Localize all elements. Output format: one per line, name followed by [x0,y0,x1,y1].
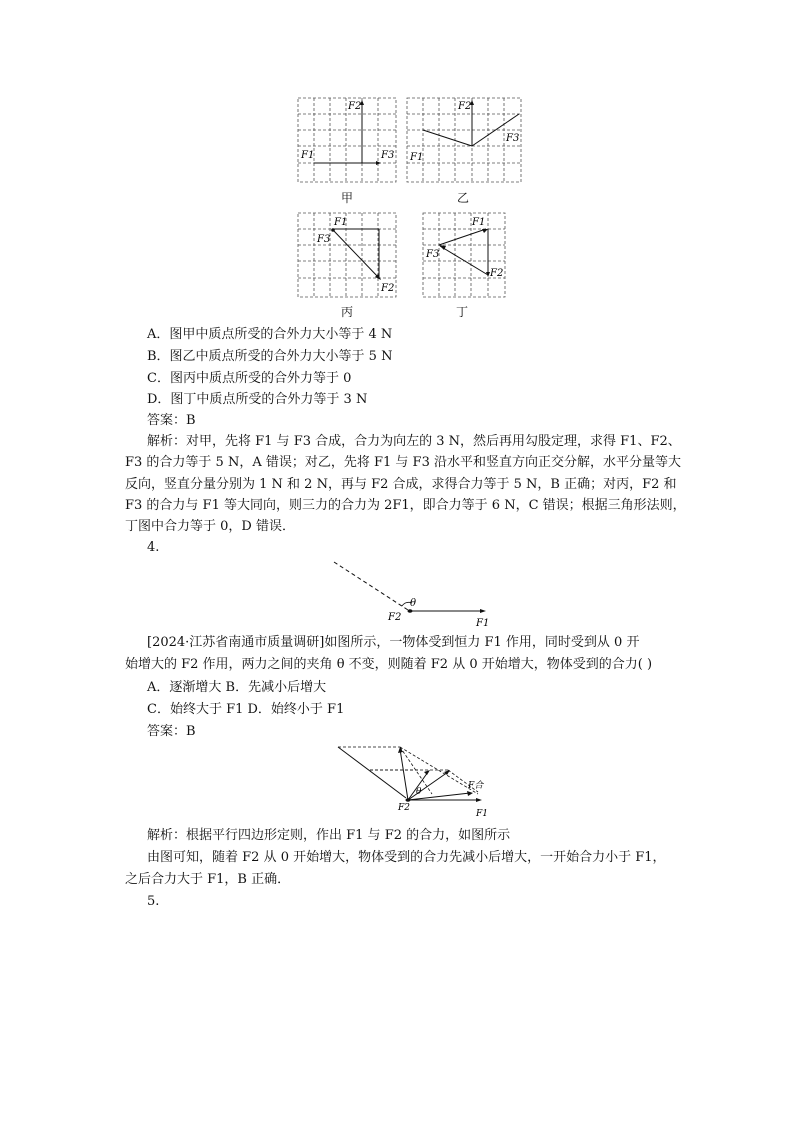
vector-f1 [439,229,486,245]
caption-ding: 丁 [455,305,468,319]
q3-analysis-line-4: F3 的合力与 F1 等大同向，则三力的合力为 2F1，即合力等于 6 N，C 错误；根据三角形法则， [125,498,686,513]
q4-option-cd: C．始终大于 F1 D．始终小于 F1 [147,702,345,717]
vector-f2 [333,230,379,278]
label-f3: F3 [426,249,440,260]
label-f3: F3 [317,234,331,245]
label-f2: F2 [398,803,410,813]
q4-number: 4. [147,540,160,555]
figure-jia [297,97,397,183]
answer-parallelogram-figure [330,744,500,822]
q4-stem-line-1: [2024·江苏省南通市质量调研]如图所示，一物体受到恒力 F1 作用，同时受到从 0 开 [147,635,640,650]
label-f2: F2 [458,101,472,112]
label-f1: F1 [472,217,486,228]
figure-bing [297,212,397,298]
q3-answer: 答案：B [147,413,196,428]
label-theta: θ [410,598,417,609]
label-f1: F1 [334,217,348,228]
q3-analysis-line-5: 丁图中合力等于 0，D 错误． [125,519,295,534]
q3-analysis-line-1: 解析：对甲，先将 F1 与 F3 合成，合力为向左的 3 N，然后再用勾股定理，求得 F1、F2、 [147,434,681,449]
q3-analysis-line-2: F3 的合力等于 5 N，A 错误；对乙，先将 F1 与 F3 沿水平和竖直方向正交分解，水平分量等大 [125,455,681,470]
q5-number: 5. [147,894,160,909]
label-theta: θ [416,787,422,797]
label-f1: F1 [476,809,488,819]
label-f3: F3 [381,150,395,161]
label-f-resultant: F合 [468,781,484,791]
q4-analysis-line-2: 由图可知，随着 F2 从 0 开始增大，物体受到的合力先减小后增大，一开始合力小于 F1， [147,850,666,865]
caption-yi: 乙 [456,191,469,205]
label-f2: F2 [381,283,395,294]
q3-option-c: C．图丙中质点所受的合外力等于 0 [147,371,352,386]
caption-jia: 甲 [340,191,353,205]
vector-f3 [440,246,488,275]
q3-analysis-line-3: 反向，竖直分量分别为 1 N 和 2 N，再与 F2 合成，求得合力等于 5 N，B 正确；对丙，F2 和 [125,477,677,492]
label-f1: F1 [476,618,490,628]
label-f2: F2 [348,101,362,112]
label-f2: F2 [388,612,402,623]
q3-option-d: D．图丁中质点所受的合外力等于 3 N [147,392,368,407]
q3-option-a: A．图甲中质点所受的合外力大小等于 4 N [147,327,393,342]
q4-analysis-line-1: 解析：根据平行四边形定则，作出 F1 与 F2 的合力，如图所示 [147,828,511,843]
q4-option-ab: A．逐渐增大 B．先减小后增大 [147,680,327,695]
caption-bing: 丙 [340,305,353,319]
q4-analysis-line-3: 之后合力大于 F1，B 正确． [125,872,291,887]
label-f3: F3 [506,133,520,144]
vector-f2 [338,747,406,798]
figure-yi [406,97,522,183]
label-f1: F1 [410,152,424,163]
label-f2: F2 [490,268,504,279]
q4-answer: 答案：B [147,724,196,739]
q3-option-b: B．图乙中质点所受的合外力大小等于 5 N [147,349,393,364]
figure-ding [422,212,506,298]
label-f1: F1 [301,150,315,161]
q4-figure [330,560,500,628]
vector-f1 [423,130,472,146]
q4-stem-line-2: 始增大的 F2 作用，两力之间的夹角 θ 不变，则随着 F2 从 0 开始增大，物体受到的合力( ) [125,657,653,672]
